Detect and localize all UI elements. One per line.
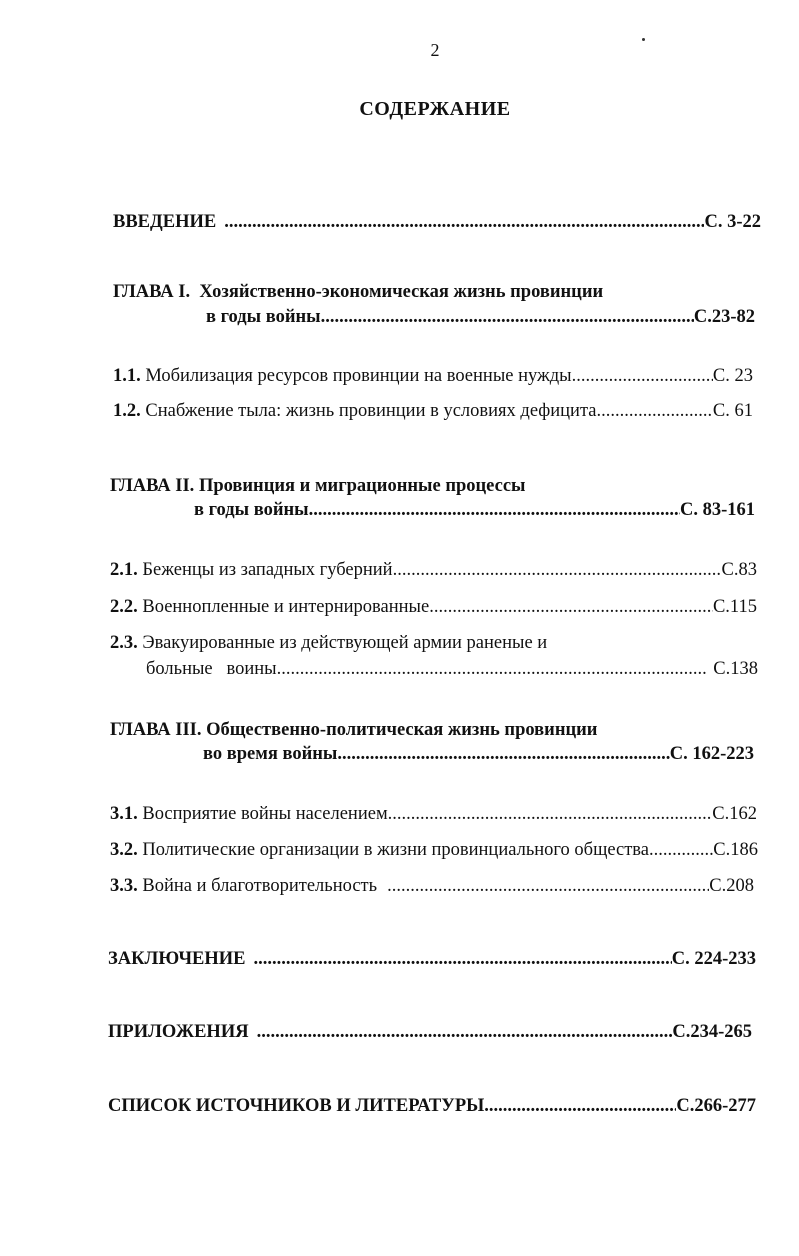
toc-bibliography-pages: С.266-277 bbox=[676, 1096, 756, 1116]
section-number: 2.2. bbox=[110, 597, 138, 617]
chapter-1-pages: С.23-82 bbox=[693, 307, 755, 327]
section-title: Эвакуированные из действующей армии раненые и bbox=[142, 633, 548, 653]
leader-dots bbox=[393, 558, 722, 582]
section-title: Военнопленные и интернированные bbox=[142, 597, 430, 617]
chapter-1-title-line2-text: в годы войны bbox=[206, 307, 321, 327]
leader-dots bbox=[277, 657, 708, 681]
section-pages: С.115 bbox=[712, 597, 757, 617]
toc-section-2-1 bbox=[110, 558, 757, 582]
chapter-2-pages: С. 83-161 bbox=[679, 500, 755, 520]
leader-dots bbox=[596, 399, 712, 423]
leader-dots bbox=[484, 1094, 676, 1118]
chapter-1-heading bbox=[113, 280, 603, 304]
section-pages: С.83 bbox=[721, 560, 757, 580]
chapter-3-title-line2 bbox=[203, 742, 754, 766]
toc-section-3-2 bbox=[110, 838, 758, 862]
leader-dots bbox=[388, 802, 713, 826]
leader-dots bbox=[387, 874, 709, 898]
section-number: 2.1. bbox=[110, 560, 138, 580]
toc-section-3-1 bbox=[110, 802, 757, 826]
leader-dots bbox=[649, 838, 713, 862]
toc-conclusion-label: ЗАКЛЮЧЕНИЕ bbox=[108, 949, 246, 969]
leader-dots bbox=[254, 947, 672, 971]
section-pages: С.138 bbox=[713, 659, 758, 679]
toc-bibliography-label: СПИСОК ИСТОЧНИКОВ И ЛИТЕРАТУРЫ bbox=[108, 1096, 485, 1116]
section-title-continued: больные воины bbox=[146, 659, 277, 679]
leader-dots bbox=[429, 595, 713, 619]
section-pages: С.162 bbox=[712, 804, 757, 824]
toc-section-1-1 bbox=[113, 364, 753, 388]
toc-section-2-3-line1 bbox=[110, 631, 547, 655]
toc-appendices-label: ПРИЛОЖЕНИЯ bbox=[108, 1022, 249, 1042]
section-number: 3.2. bbox=[110, 840, 138, 860]
chapter-3-heading bbox=[110, 718, 597, 742]
section-title: Беженцы из западных губерний bbox=[142, 560, 393, 580]
leader-dots bbox=[257, 1020, 673, 1044]
toc-bibliography bbox=[108, 1094, 756, 1118]
chapter-1-prefix: ГЛАВА I. bbox=[113, 282, 191, 302]
toc-section-3-3 bbox=[110, 874, 754, 898]
chapter-1-title-line1: Хозяйственно-экономическая жизнь провинции bbox=[199, 282, 604, 302]
section-title: Политические организации в жизни провинциального общества bbox=[142, 840, 650, 860]
chapter-3-title-line1: Общественно-политическая жизнь провинции bbox=[206, 720, 598, 740]
leader-dots bbox=[321, 305, 694, 329]
section-number: 1.1. bbox=[113, 366, 141, 386]
leader-dots bbox=[337, 742, 669, 766]
chapter-2-prefix: ГЛАВА II. bbox=[110, 476, 195, 496]
page-title: СОДЕРЖАНИЕ bbox=[359, 98, 511, 120]
toc-appendices-pages: С.234-265 bbox=[672, 1022, 752, 1042]
toc-intro-pages: С. 3-22 bbox=[704, 212, 761, 232]
leader-dots bbox=[572, 364, 713, 388]
section-title: Снабжение тыла: жизнь провинции в условиях дефицита bbox=[145, 401, 597, 421]
section-pages: С. 61 bbox=[712, 401, 753, 421]
toc-intro bbox=[113, 210, 761, 234]
section-pages: С. 23 bbox=[712, 366, 753, 386]
toc-section-2-2 bbox=[110, 595, 757, 619]
leader-dots bbox=[309, 498, 680, 522]
toc-section-2-3-line2 bbox=[146, 657, 758, 681]
toc-conclusion bbox=[108, 947, 756, 971]
chapter-2-title-line2 bbox=[194, 498, 755, 522]
toc-section-1-2 bbox=[113, 399, 753, 423]
section-number: 3.3. bbox=[110, 876, 138, 896]
chapter-3-prefix: ГЛАВА III. bbox=[110, 720, 202, 740]
section-title: Мобилизация ресурсов провинции на военные нужды bbox=[145, 366, 572, 386]
chapter-2-title-line1: Провинция и миграционные процессы bbox=[198, 476, 526, 496]
toc-appendices bbox=[108, 1020, 752, 1044]
toc-conclusion-pages: С. 224-233 bbox=[671, 949, 756, 969]
section-pages: С.208 bbox=[709, 876, 754, 896]
section-number: 3.1. bbox=[110, 804, 138, 824]
chapter-2-heading bbox=[110, 474, 525, 498]
leader-dots bbox=[224, 210, 704, 234]
section-pages: С.186 bbox=[713, 840, 758, 860]
section-number: 2.3. bbox=[110, 633, 138, 653]
scan-speck bbox=[642, 38, 645, 41]
section-number: 1.2. bbox=[113, 401, 141, 421]
section-title: Восприятие войны населением bbox=[142, 804, 388, 824]
chapter-3-pages: С. 162-223 bbox=[669, 744, 754, 764]
toc-intro-label: ВВЕДЕНИЕ bbox=[113, 212, 217, 232]
chapter-2-title-line2-text: в годы войны bbox=[194, 500, 309, 520]
chapter-1-title-line2 bbox=[206, 305, 755, 329]
page-number: 2 bbox=[430, 40, 440, 60]
section-title: Война и благотворительность bbox=[142, 876, 378, 896]
chapter-3-title-line2-text: во время войны bbox=[203, 744, 338, 764]
